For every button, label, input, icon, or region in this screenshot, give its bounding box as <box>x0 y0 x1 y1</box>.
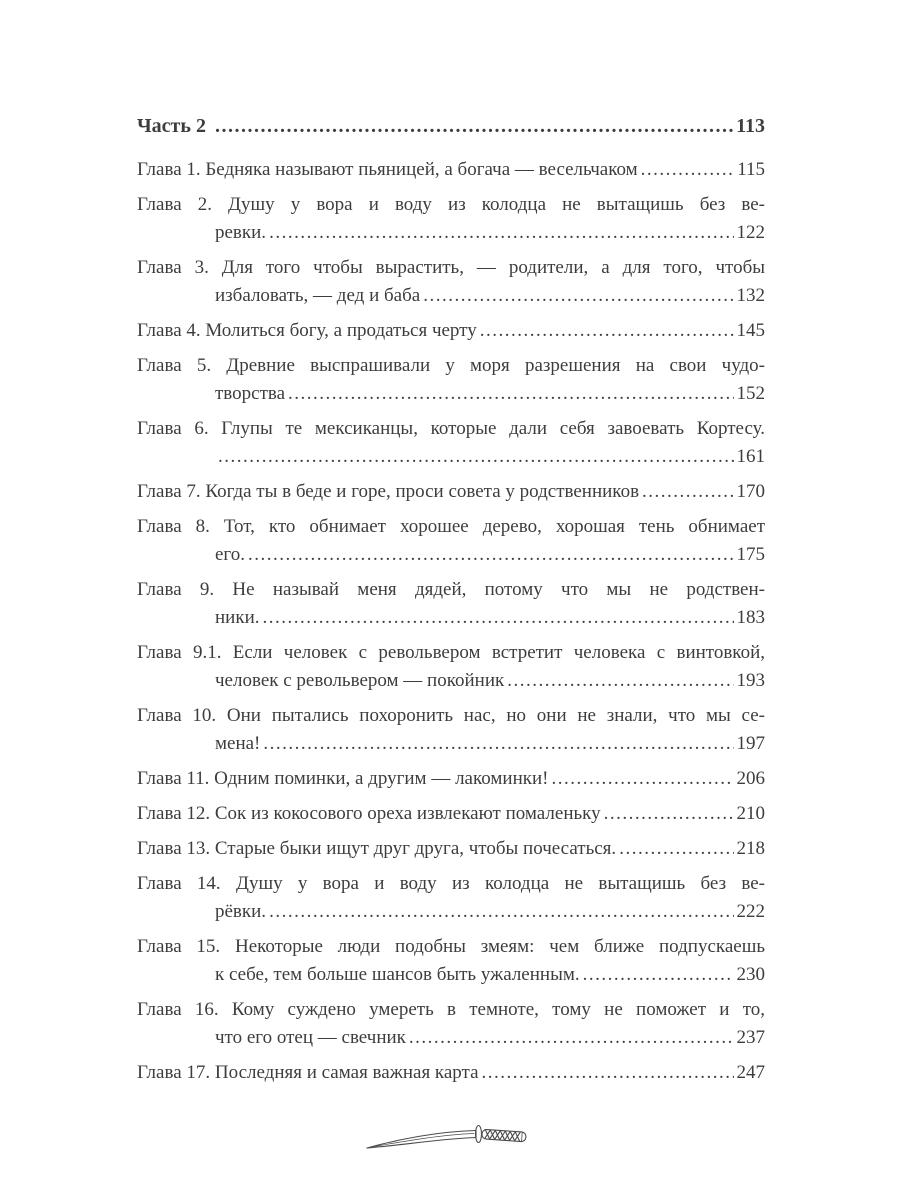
entry-text: его. <box>215 544 246 565</box>
page-number: 175 <box>736 544 765 565</box>
toc-entry <box>137 317 765 345</box>
entry-line-last <box>137 219 765 247</box>
entry-line-last <box>137 443 765 471</box>
entry-line: Глава 9.1. Если человек с револьвером встретит человека с винтовкой, <box>137 642 765 663</box>
entry-line-last <box>137 800 765 828</box>
entry-text: человек с револьвером — покойник <box>215 670 505 691</box>
dot-leader <box>480 317 734 345</box>
dot-leader <box>215 112 733 140</box>
entry-line: Глава 6. Глупы те мексиканцы, которые дали себя завоевать Кортесу. <box>137 418 765 439</box>
toc-entry <box>137 996 765 1052</box>
entry-line-last <box>137 961 765 989</box>
page-number: 115 <box>737 159 765 180</box>
entry-line-last <box>137 835 765 863</box>
part-label: Часть 2 <box>137 115 206 137</box>
toc-entry <box>137 156 765 184</box>
entry-text: ники. <box>215 607 260 628</box>
entry-line-last <box>137 898 765 926</box>
page-number: 132 <box>736 285 765 306</box>
entry-text: творства <box>215 383 286 404</box>
dot-leader <box>551 765 733 793</box>
page-number: 122 <box>736 222 765 243</box>
page-number: 222 <box>736 901 765 922</box>
dot-leader <box>248 541 733 569</box>
entry-text: Глава 17. Последняя и самая важная карта <box>137 1062 479 1083</box>
entry-text: рёвки. <box>215 901 267 922</box>
entry-line: Глава 8. Тот, кто обнимает хорошее дерево, хорошая тень обнимает <box>137 516 765 537</box>
toc-entry <box>137 870 765 926</box>
part-header <box>137 112 765 140</box>
dot-leader <box>269 219 733 247</box>
dot-leader <box>263 604 734 632</box>
page-number: 206 <box>736 768 765 789</box>
entry-line-last <box>137 282 765 310</box>
entry-line-last <box>137 730 765 758</box>
page-number: 183 <box>736 607 765 628</box>
page-number: 218 <box>736 838 765 859</box>
entry-line: Глава 3. Для того чтобы вырастить, — родители, а для того, чтобы <box>137 257 765 278</box>
page-number: 161 <box>736 446 765 467</box>
toc-entries <box>137 156 765 1087</box>
page-number: 170 <box>736 481 765 502</box>
dot-leader <box>641 156 735 184</box>
page-number: 237 <box>736 1027 765 1048</box>
entry-line-last <box>137 541 765 569</box>
dot-leader <box>218 443 734 471</box>
sword-illustration-wrap <box>137 1121 765 1163</box>
toc-entry <box>137 576 765 632</box>
toc-page <box>137 112 765 1163</box>
entry-line: Глава 15. Некоторые люди подобны змеям: чем ближе подпускаешь <box>137 936 765 957</box>
toc-entry <box>137 352 765 408</box>
toc-entry <box>137 513 765 569</box>
dot-leader <box>423 282 733 310</box>
dot-leader <box>288 380 733 408</box>
toc-entry <box>137 765 765 793</box>
page-number: 210 <box>736 803 765 824</box>
entry-line-last <box>137 1059 765 1087</box>
entry-line: Глава 2. Душу у вора и воду из колодца не вытащишь без ве- <box>137 194 765 215</box>
toc-entry <box>137 835 765 863</box>
dot-leader <box>263 730 733 758</box>
entry-text: Глава 11. Одним поминки, а другим — лакоминки! <box>137 768 549 789</box>
entry-line-last <box>137 380 765 408</box>
entry-line: Глава 16. Кому суждено умереть в темноте, тому не поможет и то, <box>137 999 765 1020</box>
entry-line-last <box>137 156 765 184</box>
entry-line-last <box>137 604 765 632</box>
part-page-number: 113 <box>736 115 765 137</box>
entry-line-last <box>137 667 765 695</box>
entry-text: Глава 1. Бедняка называют пьяницей, а богача — весельчаком <box>137 159 638 180</box>
entry-line: Глава 9. Не называй меня дядей, потому что мы не родствен- <box>137 579 765 600</box>
entry-text: к себе, тем больше шансов быть ужаленным. <box>215 964 580 985</box>
entry-line-last <box>137 1024 765 1052</box>
dot-leader <box>583 961 734 989</box>
entry-text: мена! <box>215 733 261 754</box>
entry-text: Глава 4. Молиться богу, а продаться черту <box>137 320 477 341</box>
dot-leader <box>507 667 733 695</box>
entry-text: Глава 12. Сок из кокосового ореха извлекают помаленьку <box>137 803 601 824</box>
entry-line: Глава 5. Древние выспрашивали у моря разрешения на свои чудо- <box>137 355 765 376</box>
entry-line: Глава 10. Они пытались похоронить нас, но они не знали, что мы се- <box>137 705 765 726</box>
page-number: 145 <box>736 320 765 341</box>
entry-text: Глава 7. Когда ты в беде и горе, проси совета у родственников <box>137 481 640 502</box>
dot-leader <box>269 898 733 926</box>
dot-leader <box>409 1024 734 1052</box>
page-number: 247 <box>736 1062 765 1083</box>
entry-line-last <box>137 317 765 345</box>
entry-text: избаловать, — дед и баба <box>215 285 421 306</box>
page-number: 230 <box>736 964 765 985</box>
toc-entry <box>137 191 765 247</box>
toc-entry <box>137 933 765 989</box>
entry-line-last <box>137 765 765 793</box>
page-number: 197 <box>736 733 765 754</box>
toc-entry <box>137 478 765 506</box>
toc-entry <box>137 254 765 310</box>
dot-leader <box>482 1059 734 1087</box>
toc-entry <box>137 639 765 695</box>
dot-leader <box>619 835 733 863</box>
page-number: 152 <box>736 383 765 404</box>
katana-icon <box>364 1121 539 1163</box>
toc-entry <box>137 800 765 828</box>
toc-entry <box>137 1059 765 1087</box>
entry-line-last <box>137 478 765 506</box>
toc-entry <box>137 415 765 471</box>
page-number: 193 <box>736 670 765 691</box>
entry-line: Глава 14. Душу у вора и воду из колодца не вытащишь без ве- <box>137 873 765 894</box>
dot-leader <box>642 478 733 506</box>
entry-text: что его отец — свечник <box>215 1027 406 1048</box>
entry-text: ревки. <box>215 222 267 243</box>
entry-text: Глава 13. Старые быки ищут друг друга, чтобы почесаться. <box>137 838 617 859</box>
toc-entry <box>137 702 765 758</box>
dot-leader <box>604 800 734 828</box>
